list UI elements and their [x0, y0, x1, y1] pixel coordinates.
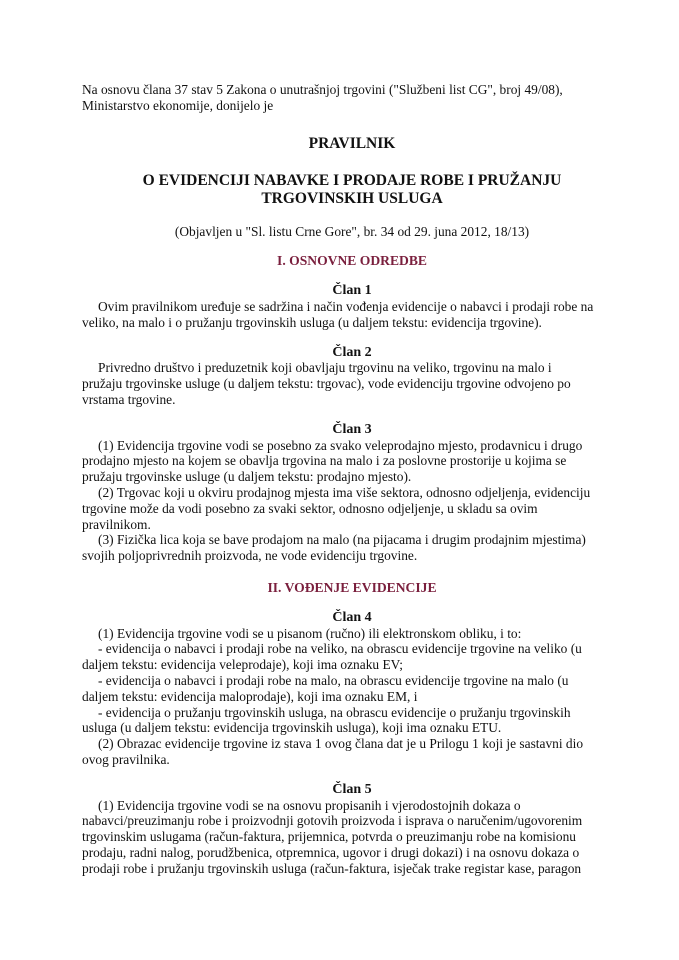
preamble: Na osnovu člana 37 stav 5 Zakona o unutrašnjoj trgovini ("Službeni list CG", broj 49/08), Ministarstvo ekonomije, donijelo je — [82, 82, 563, 113]
article-4-item-1: - evidencija o nabavci i prodaji robe na veliko, na obrascu evidencije trgovine na veliko (u daljem tekstu: evidencija veleprodaje), koji ima oznaku EV; — [82, 641, 582, 673]
article-4-paragraph-2: (2) Obrazac evidencije trgovine iz stava 1 ovog člana dat je u Prilogu 1 koji je sastavni dio ovog pravilnika. — [82, 736, 584, 767]
article-5-paragraph-1: (1) Evidencija trgovine vodi se na osnovu propisanih i vjerodostojnih dokaza o nabavci/preuzimanju robe i proizvodnji gotovih proizvoda i isprava o naručenim/ugovorenim trgovinskim uslugama (račun-faktura, prijemnica, potvrda o preuzimanju robe na komisionu prodaju, radni nalog, porudžbenica, otpremnica, ugovor i drugi dokazi) i na osnovu dokaza o prodaji robe i pružanju trgovinskih usluga (račun-faktura, isječak trake registar kase, paragon — [82, 797, 583, 876]
article-4-paragraph-1: (1) Evidencija trgovine vodi se u pisanom (ručno) ili elektronskom obliku, i to: — [98, 625, 522, 641]
document-title: PRAVILNIK — [308, 134, 396, 152]
article-title-2: Član 2 — [332, 344, 372, 360]
article-3-paragraph-3: (3) Fizička lica koja se bave prodajom na malo (na pijacama i drugim prodajnim mjestima) svojih poljoprivrednih proizvoda, ne vode evidenciju trgovine. — [82, 532, 586, 564]
article-4-item-2: - evidencija o nabavci i prodaji robe na malo, na obrascu evidencije trgovine na malo (u daljem tekstu: evidencija maloprodaje), koji ima oznaku EM, i — [82, 672, 569, 704]
subtitle-line-2: TRGOVINSKIH USLUGA — [261, 189, 443, 207]
article-3-paragraph-2: (2) Trgovac koji u okviru prodajnog mjesta ima više sektora, odnosno odjeljenja, evidenciju trgovine može da vodi posebno za svaki sektor, odnosno odjeljenje, u skladu sa ovim pravilnikom. — [82, 484, 591, 532]
section-heading-1: I. OSNOVNE ODREDBE — [277, 253, 427, 269]
section-heading-2: II. VOĐENJE EVIDENCIJE — [267, 579, 437, 595]
article-title-3: Član 3 — [332, 421, 372, 437]
article-title-5: Član 5 — [332, 781, 372, 797]
document-subtitle — [82, 172, 622, 208]
article-2-paragraph: Privredno društvo i preduzetnik koji obavljaju trgovinu na veliko, trgovinu na malo i pružaju trgovinske usluge (u daljem tekstu: trgovac), vode evidenciju trgovine odvojeno po vrstama trgovine. — [82, 360, 571, 407]
article-title-4: Član 4 — [332, 609, 372, 625]
article-title-1: Član 1 — [332, 283, 372, 299]
article-1-paragraph: Ovim pravilnikom uređuje se sadržina i način vođenja evidencije o nabavci i prodaji robe na veliko, na malo i o pružanju trgovinskih usluga (u daljem tekstu: evidencija trgovine). — [82, 298, 594, 330]
article-4-item-3: - evidencija o pružanju trgovinskih usluga, na obrascu evidencije o pružanju trgovinskih usluga (u daljem tekstu: evidencija trgovinskih usluga), koji ima oznaku ETU. — [82, 704, 571, 736]
document-page — [82, 82, 622, 876]
subtitle-line-1: O EVIDENCIJI NABAVKE I PRODAJE ROBE I PRUŽANJU — [142, 171, 562, 189]
publication-note: (Objavljen u "Sl. listu Crne Gore", br. 34 od 29. juna 2012, 18/13) — [174, 223, 530, 239]
article-3-paragraph-1: (1) Evidencija trgovine vodi se posebno za svako veleprodajno mjesto, prodavnicu i drugo prodajno mjesto na kojem se obavlja trgovina na malo i za poslovne prostorije u kojima se pružaju trgovinske usluge (u daljem tekstu: prodajno mjesto). — [82, 437, 583, 485]
